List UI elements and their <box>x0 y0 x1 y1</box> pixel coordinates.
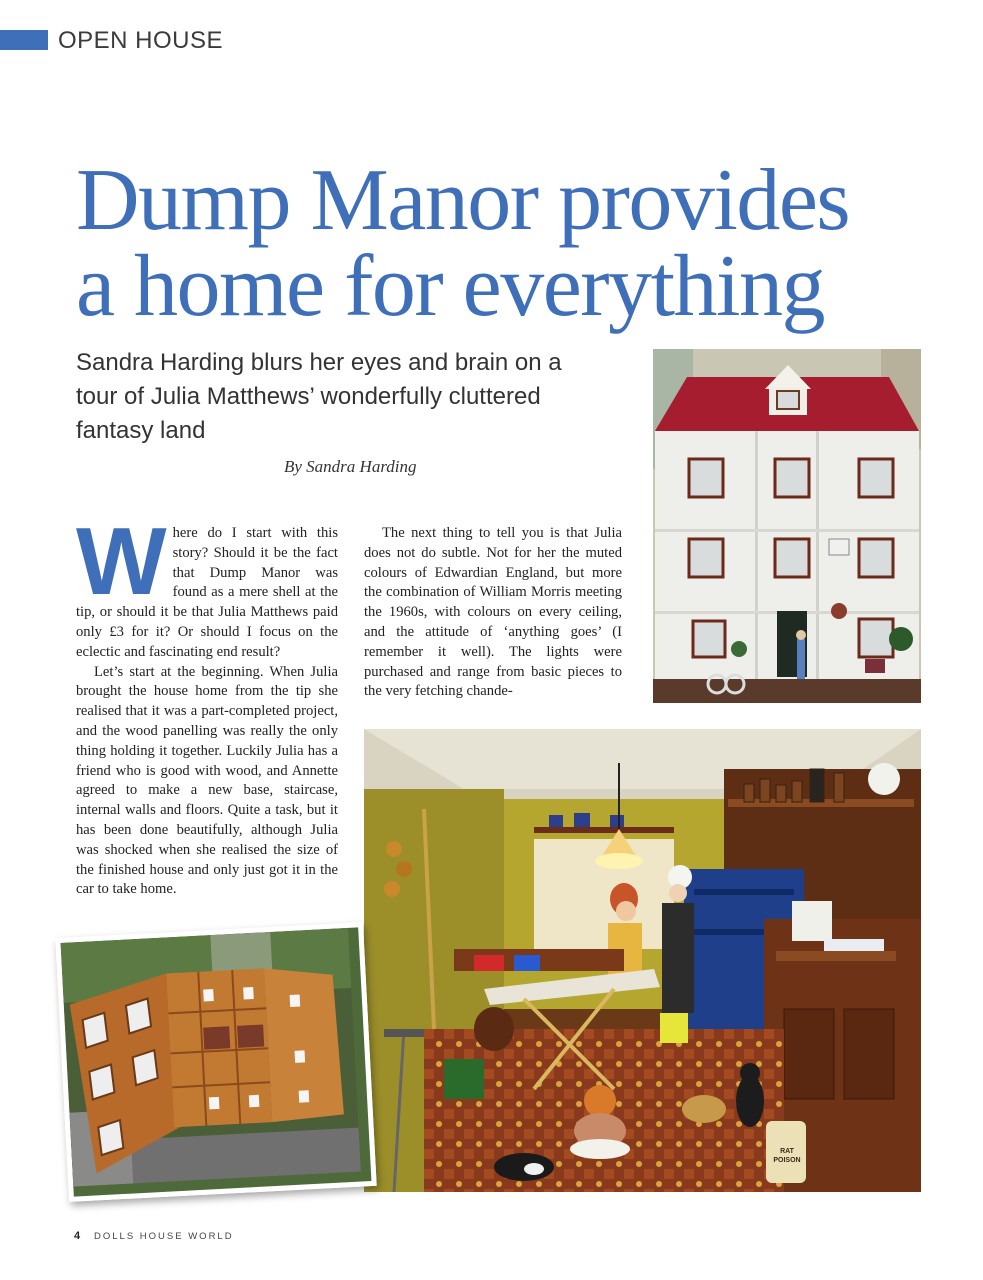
kitchen-illustration <box>364 729 921 1192</box>
article-column-2 <box>364 524 622 702</box>
section-color-bar <box>0 30 48 50</box>
jar-label: RAT POISON <box>773 1148 801 1164</box>
paragraph: The next thing to tell you is that Julia does not do subtle. Not for her the muted colours of Edwardian England, but more the combination of William Morris meeting the 1960s, with colours on every ceiling, and the attitude of ‘anything goes’ (I remember it well). The lights were purchased and range from basic pieces to the very fetching chande- <box>364 525 622 700</box>
dolls-house-illustration <box>653 349 921 703</box>
headline <box>76 152 956 335</box>
paragraph-text: here do I start with this story? Should it be the fact that Dump Manor was found as a mere shell at the tip, or should it be that Julia Matthews paid only £3 for it? Or should I focus on the eclectic and fascinating end result? <box>76 525 338 660</box>
drop-cap: W <box>76 508 167 615</box>
byline: By Sandra Harding <box>284 457 417 476</box>
panels-photo-image <box>61 927 372 1196</box>
paragraph <box>76 508 338 663</box>
headline-line-2: a home for everything <box>76 238 824 335</box>
headline-line-1: Dump Manor provides <box>76 152 850 249</box>
page-number: 4 <box>74 1230 81 1242</box>
panels-illustration <box>61 928 361 1187</box>
article-column-1 <box>76 508 338 900</box>
dolls-house-exterior-photo <box>653 349 921 703</box>
paragraph: Let’s start at the beginning. When Julia brought the house home from the tip she realised that it was a part-completed project, and the wood panelling was really the only thing holding it together. Luckily Julia has a friend who is good with wood, and Annette agreed to make a new base, staircase, internal walls and floors. Quite a task, but it has been done beautifully, although Julia was shocked when she realised the size of the finished house and only just got it in the car to take home. <box>76 663 338 898</box>
standfirst: Sandra Harding blurs her eyes and brain on a tour of Julia Matthews’ wonderfully cluttered fantasy land <box>76 349 562 444</box>
magazine-name: DOLLS HOUSE WORLD <box>94 1231 234 1242</box>
unfinished-panels-photo <box>55 922 376 1202</box>
kitchen-interior-photo <box>364 729 921 1192</box>
section-label: OPEN HOUSE <box>58 27 224 54</box>
